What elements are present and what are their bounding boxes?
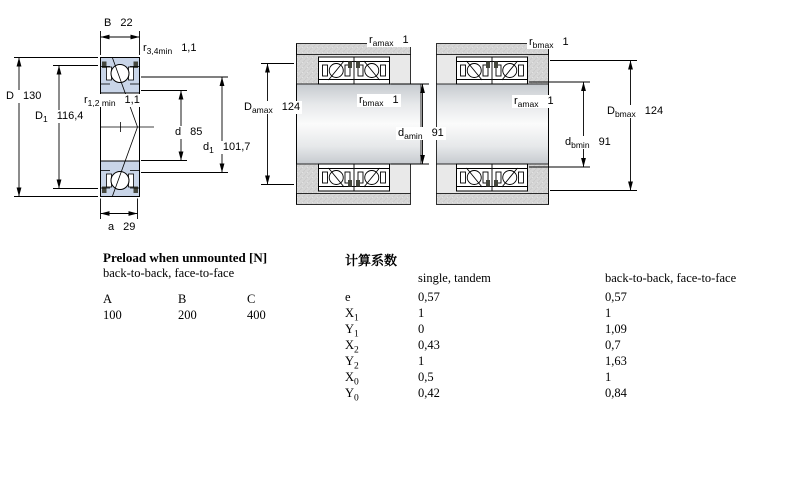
dim-label-arr1-ramax: $r_{amax}$ 1 [369,34,409,49]
dim-Dbmax [550,61,637,191]
dim-label-d: d 85 [175,126,203,138]
bearing-bottom-section [101,161,140,197]
bearing-pair-bottom [319,164,390,191]
factor-symbol: $Y_1$ [345,322,359,340]
seal [486,62,490,69]
preload-value: 100 [103,308,122,322]
factor-value-paired: 1,63 [605,354,627,368]
factor-value-single: 0 [418,322,425,336]
seal [348,62,352,69]
dim-label-arr2-ramax: $r_{amax}$ 1 [514,95,554,110]
factor-value-paired: 1 [605,306,612,320]
dim-label-r12: $r_{1,2 min}$ 1,1 [84,94,140,109]
seal-right [134,62,139,69]
dim-label-arr2-dbmin: $d_{bmin}$ 91 [565,136,611,151]
factor-value-paired: 0,57 [605,290,627,304]
bearing-cross-section [14,31,228,219]
seal [494,62,498,69]
seal-left [102,62,107,69]
bearing-pair-top [457,57,528,84]
dim-label-arr2-Dbmax: $D_{bmax}$ 124 [607,105,664,120]
dim-label-arr1-damin: $d_{amin}$ 91 [398,127,444,142]
dim-label-a: a 29 [108,221,136,233]
preload-col-header: A [103,292,113,306]
preload-col-header: B [178,292,187,306]
factors-col1-header: single, tandem [418,271,491,285]
factor-value-paired: 1 [605,370,612,384]
dim-D1 [53,66,98,189]
factor-value-single: 1 [418,306,425,320]
factor-value-paired: 0,84 [605,386,627,400]
preload-value: 200 [178,308,197,322]
preload-value: 400 [247,308,266,322]
dim-B [101,31,140,55]
dim-label-arr1-Damax: $D_{amax}$ 124 [244,101,301,116]
preload-subtitle: back-to-back, face-to-face [103,266,235,280]
factors-corner [345,271,418,290]
housing-bottom [297,194,411,205]
dim-D [14,58,98,197]
center-axis [101,122,154,132]
factor-symbol: $X_0$ [345,370,359,388]
factor-value-single: 0,5 [418,370,434,384]
dim-Damax [261,64,294,185]
factor-value-paired: 1,09 [605,322,627,336]
seal [486,180,490,187]
seal [348,180,352,187]
dim-d1 [141,77,228,173]
dim-label-d1: $d_1$ 101,7 [203,141,251,156]
factor-symbol: e [345,290,351,304]
preload-title: Preload when unmounted [N] [103,250,268,265]
dim-label-D: D 130 [6,90,42,102]
factor-value-single: 0,57 [418,290,440,304]
factor-value-single: 1 [418,354,425,368]
dim-label-arr2-rbmax: $r_{bmax}$ 1 [529,36,569,51]
factor-symbol: $X_1$ [345,306,359,324]
seal [356,62,360,69]
dim-label-B: B 22 [104,17,133,29]
bearing-top-section [101,58,140,94]
arrangement-2-drawing [437,44,638,205]
factors-col2-header: back-to-back, face-to-face [605,271,737,285]
factor-value-single: 0,42 [418,386,440,400]
dim-label-r34: $r_{3,4min}$ 1,1 [143,42,197,57]
housing-bottom [437,194,549,205]
factor-symbol: $Y_0$ [345,386,359,404]
factor-value-paired: 0,7 [605,338,621,352]
factor-symbol: $Y_2$ [345,354,359,372]
factors-table [345,271,775,402]
seal [356,180,360,187]
factors-title: 计算系数 [345,253,398,268]
dim-label-arr1-rbmax: $r_{bmax}$ 1 [359,94,399,109]
bearing-pair-top [319,57,390,84]
preload-table [103,292,317,324]
bearing-pair-bottom [457,164,528,191]
seal [494,180,498,187]
dim-label-D1: $D_1$ 116,4 [35,110,84,125]
seal-right [134,187,139,194]
seal-left [102,187,107,194]
factor-symbol: $X_2$ [345,338,359,356]
factor-value-single: 0,43 [418,338,440,352]
dim-a [101,199,138,220]
preload-col-header: C [247,292,256,306]
arrangement-1-drawing [261,44,429,205]
